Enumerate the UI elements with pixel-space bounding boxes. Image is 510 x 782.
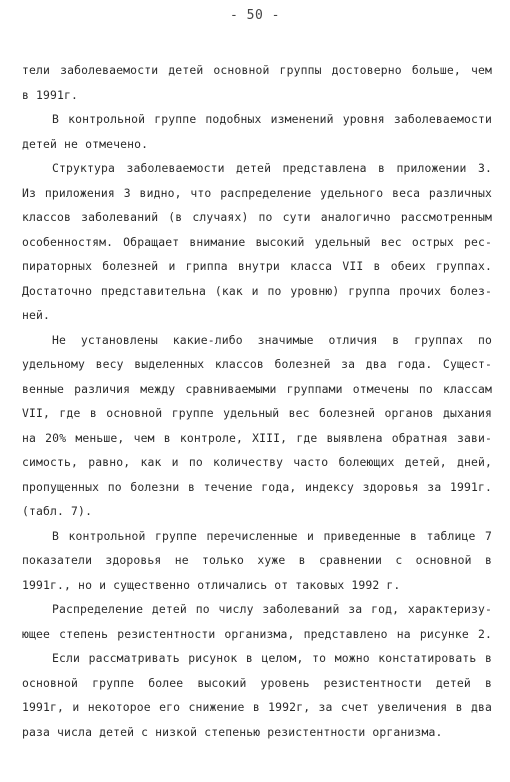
- text-line: В контрольной группе подобных изменений уровня заболеваемости: [52, 112, 492, 126]
- text-line: тели заболеваемости детей основной группы достоверно больше, чем: [22, 63, 492, 77]
- text-line: на 20% меньше, чем в контроле, XIII, где выявлена обратная зави-: [22, 430, 492, 445]
- text-line: Не установлены какие-либо значимые отличия в группах по: [52, 332, 492, 347]
- text-line: 1991г, и некоторое его снижение в 1992г, за счет увеличения в два: [22, 700, 492, 714]
- text-line: пираторных болезней и гриппа внутри класса VII в обеих группах.: [22, 259, 492, 273]
- text-line: симость, равно, как и по количеству часто болеющих детей, дней,: [22, 455, 492, 469]
- page-number: - 50 -: [230, 8, 280, 23]
- text-line: венные различия между сравниваемыми группами отмечены по классам: [22, 381, 492, 396]
- text-line: показатели здоровья не только хуже в сравнении с основной в: [22, 553, 492, 567]
- text-line: в 1991г.: [22, 87, 79, 102]
- text-line: Из приложения 3 видно, что распределение удельного веса различных: [22, 185, 492, 200]
- text-line: ющее степень резистентности организма, представлено на рисунке 2.: [22, 626, 492, 641]
- text-line: особенностям. Обращает внимание высокий удельный вес острых рес-: [22, 234, 492, 249]
- text-line: классов заболеваний (в случаях) по сути аналогично рассмотренным: [22, 210, 492, 224]
- text-line: (табл. 7).: [22, 504, 93, 518]
- text-line: В контрольной группе перечисленные и приведенные в таблице 7: [52, 528, 492, 543]
- text-line: Структура заболеваемости детей представлена в приложении 3.: [52, 161, 492, 175]
- text-line: основной группе более высокий уровень резистентности детей в: [22, 675, 492, 690]
- text-line: Распределение детей по числу заболеваний за год, характеризу-: [52, 602, 492, 616]
- body-text: [22, 58, 492, 744]
- text-line: детей не отмечено.: [22, 136, 149, 151]
- text-line: раза числа детей с низкой степенью резистентности организма.: [22, 724, 443, 739]
- text-line: пропущенных по болезни в течение года, индексу здоровья за 1991г.: [22, 479, 492, 494]
- text-line: 1991г., но и существенно отличались от таковых 1992 г.: [22, 577, 401, 592]
- text-line: ней.: [22, 308, 51, 322]
- text-line: удельному весу выделенных классов болезней за два года. Сущест-: [22, 357, 492, 371]
- text-line: Достаточно представительна (как и по уровню) группа прочих болез-: [22, 283, 492, 298]
- text-line: Если рассматривать рисунок в целом, то можно констатировать в: [52, 651, 492, 665]
- text-line: VII, где в основной группе удельный вес болезней органов дыхания: [22, 406, 492, 420]
